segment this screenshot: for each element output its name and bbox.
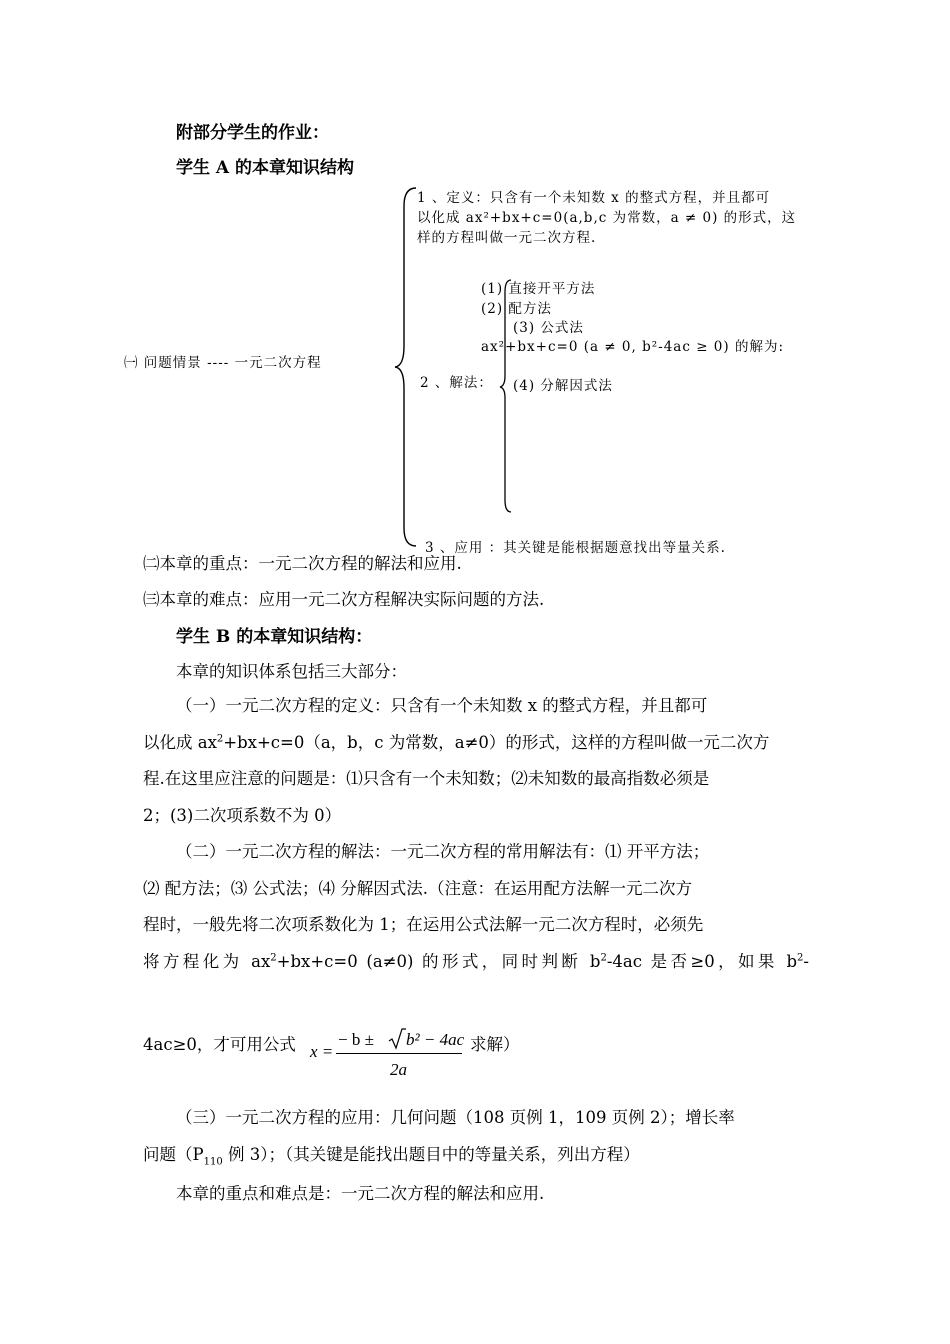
page-heading: 附部分学生的作业： [176, 123, 329, 143]
part-two-line: （二）一元二次方程的解法：一元二次方程的常用解法有：⑴ 开平方法； [176, 842, 710, 861]
formula-lead-text: 4ac≥0，才可用公式 [143, 1035, 296, 1054]
summary-line: 本章的重点和难点是：一元二次方程的解法和应用. [176, 1184, 545, 1203]
part-one-definition [143, 688, 809, 834]
method-item: (1) 直接开平方法 [481, 281, 596, 297]
part-three-line: （三）一元二次方程的应用：几何问题（108 页例 1，109 页例 2）；增长率 [176, 1108, 735, 1127]
part-one-line: 程.在这里应注意的问题是：⑴只含有一个未知数；⑵未知数的最高指数必须是 [143, 769, 710, 788]
sqrt-sign-icon [388, 1028, 406, 1050]
key-point-line: ㈡本章的重点：一元二次方程的解法和应用. [143, 554, 462, 573]
method-item: (4) 分解因式法 [513, 378, 613, 394]
formula-numerator-prefix: − b ± [338, 1030, 374, 1049]
student-b-intro: 本章的知识体系包括三大部分： [176, 662, 407, 681]
definition-line: 以化成 ax²+bx+c=0(a,b,c 为常数，a ≠ 0) 的形式，这 [417, 210, 797, 226]
formula-trail-text: 求解） [470, 1035, 520, 1054]
part-one-line: （一）一元二次方程的定义：只含有一个未知数 x 的整式方程，并且都可 [176, 696, 708, 715]
part-three-line: 问题（$P_{110}$ 例 3）；（其关键是能找出题目中的等量关系，列出方程） [143, 1144, 640, 1167]
fraction-bar [336, 1053, 462, 1054]
formula-lhs: x = [310, 1042, 334, 1061]
structure-root-label: ㈠ 问题情景 ---- 一元二次方程 [124, 355, 322, 371]
method-item: (2) 配方法 [481, 301, 552, 317]
part-one-line: 2；(3)二次项系数不为 0） [143, 805, 342, 825]
part-two-methods [143, 834, 809, 980]
formula-denominator: 2a [390, 1060, 407, 1079]
difficulty-line: ㈢本章的难点：应用一元二次方程解决实际问题的方法. [143, 590, 545, 609]
part-two-line: 将方程化为 $ax^2+bx+c=0$ (a≠0) 的形式，同时判断 $b^2-4ac$ 是否≥0，如果 $b^2-$ [143, 951, 809, 971]
methods-label: 2 、解法： [420, 375, 493, 391]
part-three-application [143, 1100, 809, 1173]
part-two-line: ⑵ 配方法；⑶ 公式法；⑷ 分解因式法.（注意：在运用配方法解一元二次方 [143, 878, 692, 898]
method-formula-note: ax²+bx+c=0 (a ≠ 0, b²-4ac ≥ 0) 的解为: [481, 339, 784, 355]
application-line: 3 、应用 ：其关键是能根据题意找出等量关系. [425, 540, 726, 556]
quadratic-formula [310, 1022, 466, 1086]
part-two-line: 程时，一般先将二次项系数化为 1；在运用公式法解一元二次方程时，必须先 [143, 915, 704, 934]
student-b-title: 学生 B 的本章知识结构： [176, 627, 373, 647]
definition-line: 1 、定义：只含有一个未知数 x 的整式方程，并且都可 [417, 190, 771, 206]
student-a-title: 学生 A 的本章知识结构 [176, 158, 355, 178]
formula-radicand: b² − 4ac [406, 1030, 465, 1049]
part-one-line: 以化成 $ax^2+bx+c=0(a$，b，c 为常数，a≠0）的形式，这样的方程叫做一元二次方 [143, 732, 770, 752]
method-item: (3) 公式法 [513, 320, 584, 336]
definition-line: 样的方程叫做一元二次方程. [417, 230, 597, 246]
